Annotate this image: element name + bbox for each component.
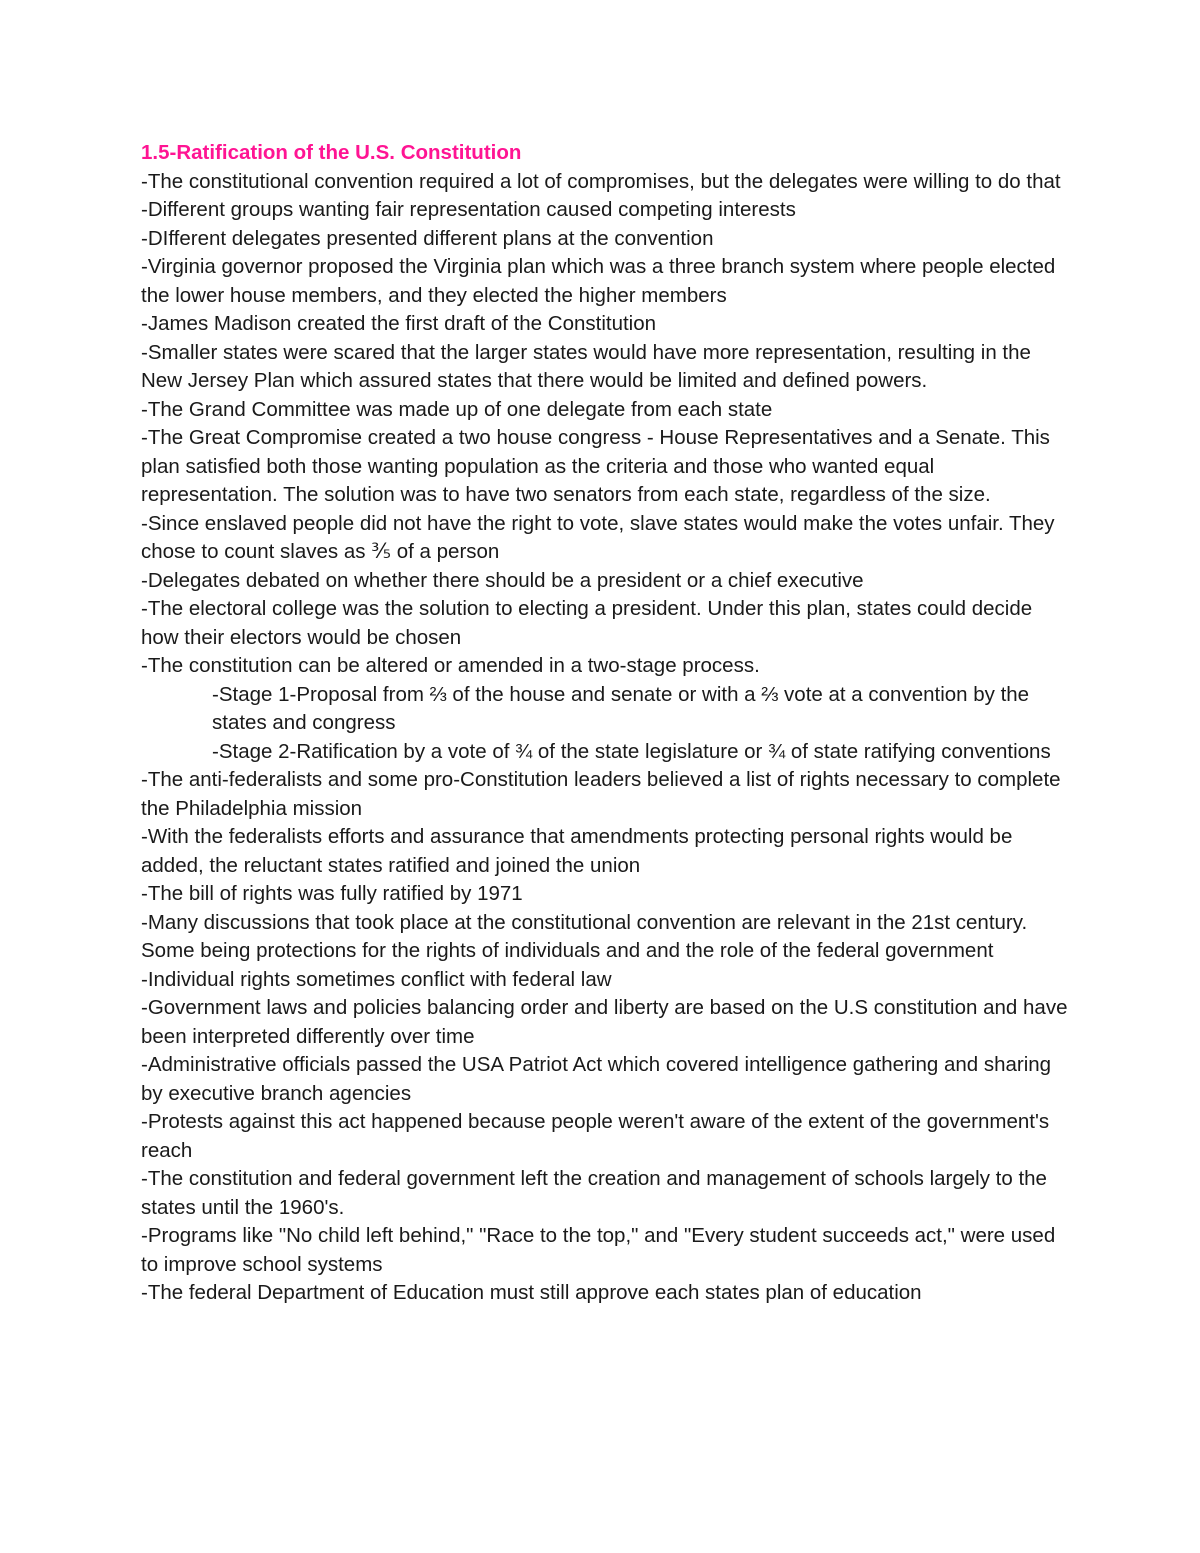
note-item: -Many discussions that took place at the constitutional convention are relevant in the 21st century. Some being protections for the rights of individuals and and the role of the federal government [141, 910, 1028, 962]
note-item: -Government laws and policies balancing order and liberty are based on the U.S constitution and have been interpreted differently over time [141, 996, 1068, 1048]
note-item: -The bill of rights was fully ratified by 1971 [141, 882, 523, 905]
note-item: -Since enslaved people did not have the right to vote, slave states would make the votes unfair. They chose to count slaves as ⅗ of a person [141, 511, 1055, 563]
note-item: -Different groups wanting fair representation caused competing interests [141, 198, 796, 221]
note-item: -DIfferent delegates presented different plans at the convention [141, 226, 714, 250]
document-body [141, 139, 1071, 1308]
note-item: -Smaller states were scared that the larger states would have more representation, resulting in the New Jersey Plan which assured states that there would be limited and defined powers. [141, 340, 1031, 392]
sub-note-item: -Stage 2-Ratification by a vote of ¾ of the state legislature or ¾ of state ratifying conventions [212, 739, 1051, 763]
note-item: -With the federalists efforts and assurance that amendments protecting personal rights would be added, the reluctant states ratified and joined the union [141, 825, 1013, 877]
note-item: -The anti-federalists and some pro-Constitution leaders believed a list of rights necessary to complete the Philadelphia mission [141, 768, 1061, 820]
note-item: -The electoral college was the solution to electing a president. Under this plan, states could decide how their electors would be chosen [141, 597, 1033, 649]
note-item: -Administrative officials passed the USA Patriot Act which covered intelligence gathering and sharing by executive branch agencies [141, 1053, 1052, 1105]
sub-note-item: -Stage 1-Proposal from ⅔ of the house and senate or with a ⅔ vote at a convention by the states and congress [212, 682, 1030, 734]
note-item: -Programs like "No child left behind," "Race to the top," and "Every student succeeds act," were used to improve school systems [141, 1224, 1056, 1276]
note-item: -The constitution can be altered or amended in a two-stage process. [141, 654, 760, 677]
notes-list [141, 168, 1071, 1308]
note-item: -The constitutional convention required a lot of compromises, but the delegates were willing to do that [141, 169, 1061, 193]
note-item: -The constitution and federal government left the creation and management of schools largely to the states until the 1960's. [141, 1167, 1047, 1219]
note-item: -Virginia governor proposed the Virginia plan which was a three branch system where people elected the lower house members, and they elected the higher members [141, 255, 1056, 307]
section-title: 1.5-Ratification of the U.S. Constitution [141, 141, 522, 164]
note-item: -Delegates debated on whether there should be a president or a chief executive [141, 568, 864, 592]
note-item: -The Grand Committee was made up of one delegate from each state [141, 397, 773, 421]
note-item: -Protests against this act happened because people weren't aware of the extent of the government's reach [141, 1110, 1050, 1162]
note-item: -The federal Department of Education must still approve each states plan of education [141, 1281, 922, 1304]
note-item: -James Madison created the first draft of the Constitution [141, 312, 657, 335]
note-item: -The Great Compromise created a two house congress - House Representatives and a Senate. This plan satisfied both those wanting population as the criteria and those who wanted equal representation. The solution was to have two senators from each state, regardless of the size. [141, 426, 1050, 506]
note-item: -Individual rights sometimes conflict with federal law [141, 967, 612, 991]
